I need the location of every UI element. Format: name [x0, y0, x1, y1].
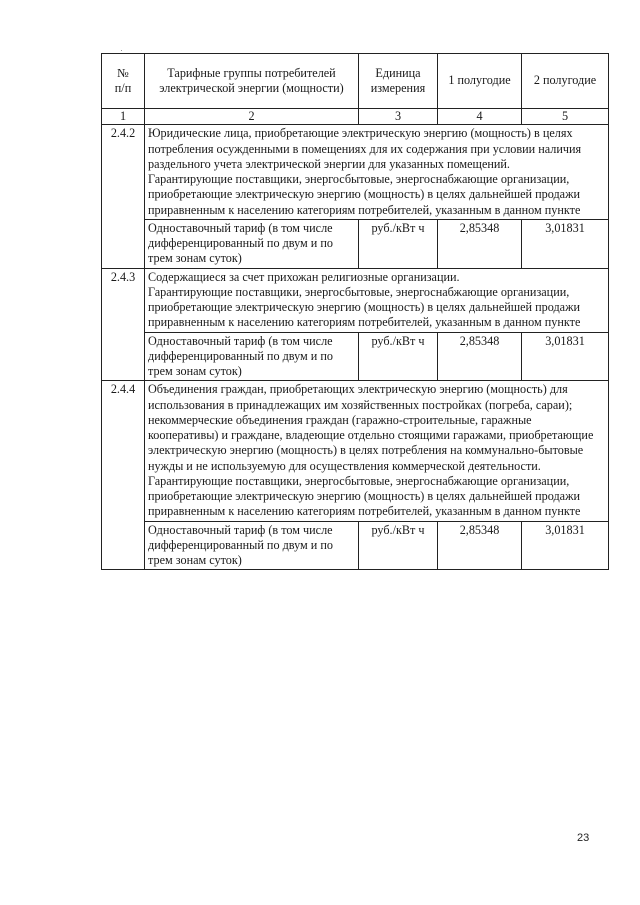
h1-value: 2,85348: [438, 521, 522, 570]
index-cell: 1: [102, 109, 145, 125]
row-id: 2.4.4: [102, 381, 145, 570]
column-index-row: [102, 109, 609, 125]
h2-value: 3,01831: [522, 219, 609, 268]
tariff-label: Одноставочный тариф (в том числе дифференцированный по двум и по трем зонам суток): [145, 521, 359, 570]
row-id: 2.4.3: [102, 268, 145, 381]
tariff-table: [101, 53, 609, 570]
unit-cell: руб./кВт ч: [359, 219, 438, 268]
header-group: Тарифные группы потребителей электрической энергии (мощности): [145, 54, 359, 109]
page-number: 23: [577, 832, 590, 844]
unit-cell: руб./кВт ч: [359, 332, 438, 381]
row-description: Содержащиеся за счет прихожан религиозные организации. Гарантирующие поставщики, энергосбытовые, энергоснабжающие организации, приобретающие электрическую энергию (мощность) в целях дальнейшей продажи приравненным к населению категориям потребителей, указанным в данном пункте: [145, 268, 609, 332]
table-row: [102, 125, 609, 220]
header-num: № п/п: [102, 54, 145, 109]
tariff-label: Одноставочный тариф (в том числе дифференцированный по двум и по трем зонам суток): [145, 332, 359, 381]
scan-speck: [121, 50, 122, 51]
index-cell: 5: [522, 109, 609, 125]
index-cell: 3: [359, 109, 438, 125]
table-row: [102, 268, 609, 332]
table-row: [102, 521, 609, 570]
table-row: [102, 332, 609, 381]
header-h2: 2 полугодие: [522, 54, 609, 109]
h2-value: 3,01831: [522, 332, 609, 381]
h1-value: 2,85348: [438, 219, 522, 268]
unit-cell: руб./кВт ч: [359, 521, 438, 570]
table-header-row: [102, 54, 609, 109]
table-row: [102, 219, 609, 268]
index-cell: 4: [438, 109, 522, 125]
row-description: Юридические лица, приобретающие электрическую энергию (мощность) в целях потребления осужденными в помещениях для их содержания при условии наличия раздельного учета электрической энергии для указанных помещений. Гарантирующие поставщики, энергосбытовые, энергоснабжающие организации, приобретающие электрическую энергию (мощность) в целях дальнейшей продажи приравненным к населению категориям потребителей, указанным в данном пункте: [145, 125, 609, 220]
header-unit: Единица измерения: [359, 54, 438, 109]
index-cell: 2: [145, 109, 359, 125]
table-row: [102, 381, 609, 521]
h1-value: 2,85348: [438, 332, 522, 381]
h2-value: 3,01831: [522, 521, 609, 570]
row-description: Объединения граждан, приобретающих электрическую энергию (мощность) для использования в принадлежащих им хозяйственных постройках (погреба, сараи); некоммерческие объединения граждан (гаражно-строительные, гаражные кооперативы) и граждане, владеющие отдельно стоящими гаражами, приобретающие электрическую энергию (мощность) в целях потребления на коммунально-бытовые нужды и не используемую для осуществления коммерческой деятельности. Гарантирующие поставщики, энергосбытовые, энергоснабжающие организации, приобретающие электрическую энергию (мощность) в целях дальнейшей продажи приравненным к населению категориям потребителей, указанным в данном пункте: [145, 381, 609, 521]
tariff-label: Одноставочный тариф (в том числе дифференцированный по двум и по трем зонам суток): [145, 219, 359, 268]
row-id: 2.4.2: [102, 125, 145, 268]
header-h1: 1 полугодие: [438, 54, 522, 109]
